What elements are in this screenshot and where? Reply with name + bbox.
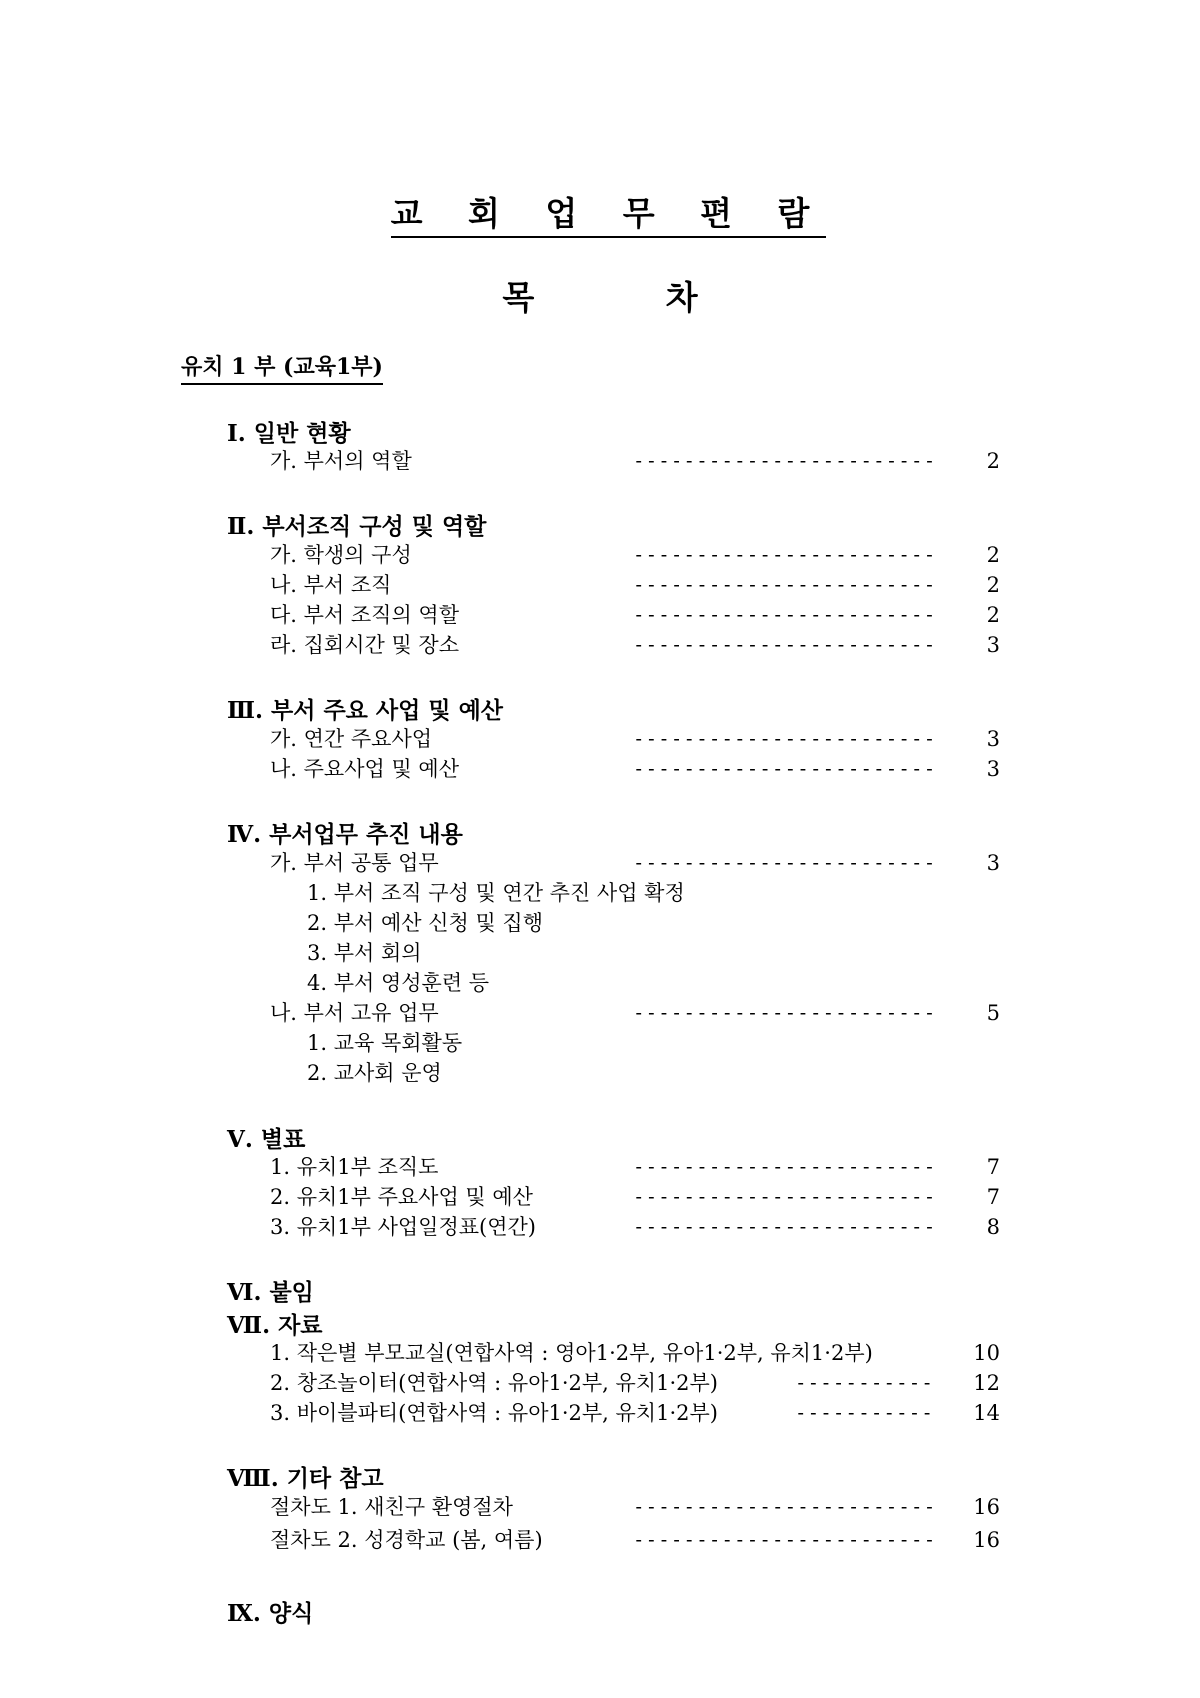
toc-entry: 가. 연간 주요사업 (270, 727, 433, 751)
dot-leader: ------------------------ (633, 728, 937, 750)
page-number: 16 (973, 1528, 1000, 1552)
page-number: 2 (986, 449, 1000, 473)
toc-heading: 목 차 (502, 278, 758, 317)
toc-entry: 2. 유치1부 주요사업 및 예산 (270, 1185, 533, 1209)
page-number: 2 (986, 543, 1000, 567)
toc-entry: 가. 학생의 구성 (270, 543, 412, 567)
toc-entry: 절차도 1. 새친구 환영절차 (270, 1495, 513, 1519)
toc-entry: 절차도 2. 성경학교 (봄, 여름) (270, 1528, 543, 1552)
dot-leader: ------------------------ (633, 1216, 937, 1238)
page-number: 12 (973, 1371, 1000, 1395)
page-number: 16 (973, 1495, 1000, 1519)
page-number: 14 (973, 1401, 1000, 1425)
dot-leader: ------------------------ (633, 758, 937, 780)
dot-leader: ------------------------ (633, 1156, 937, 1178)
part-heading: 유치 1 부 (교육1부) (181, 350, 383, 381)
dot-leader: ------------------------ (633, 1496, 937, 1518)
toc-entry: 가. 부서 공통 업무 (270, 851, 439, 875)
page-number: 3 (986, 851, 1000, 875)
page-number: 5 (986, 1001, 1000, 1025)
toc-subentry: 4. 부서 영성훈련 등 (307, 971, 490, 995)
section-heading: Ⅷ. 기타 참고 (227, 1465, 384, 1492)
toc-entry: 1. 유치1부 조직도 (270, 1155, 439, 1179)
section-heading: Ⅰ. 일반 현황 (227, 420, 351, 447)
page-number: 3 (986, 757, 1000, 781)
toc-entry: 다. 부서 조직의 역할 (270, 603, 459, 627)
toc-entry: 라. 집회시간 및 장소 (270, 633, 459, 657)
section-heading: Ⅴ. 별표 (227, 1126, 306, 1153)
section-heading: Ⅱ. 부서조직 구성 및 역할 (227, 513, 487, 540)
toc-entry: 나. 부서 고유 업무 (270, 1001, 439, 1025)
document-title: 교 회 업 무 편 람 (0, 188, 1200, 235)
dot-leader: ------------------------ (633, 604, 937, 626)
dot-leader: ------------------------ (633, 634, 937, 656)
dot-leader: ------------------------ (633, 852, 937, 874)
toc-subentry: 2. 교사회 운영 (307, 1061, 442, 1085)
dot-leader: ------------------------ (633, 1002, 937, 1024)
toc-entry: 나. 부서 조직 (270, 573, 392, 597)
page-number: 7 (986, 1185, 1000, 1209)
page-number: 3 (986, 633, 1000, 657)
toc-entry: 3. 바이블파티(연합사역 : 유아1·2부, 유치1·2부) (270, 1401, 718, 1425)
dot-leader: ------------------------ (633, 1529, 937, 1551)
section-heading: Ⅲ. 부서 주요 사업 및 예산 (227, 697, 504, 724)
dot-leader: ------------------------ (633, 1186, 937, 1208)
toc-subentry: 3. 부서 회의 (307, 941, 422, 965)
dot-leader: ----------- (795, 1372, 935, 1394)
section-heading: Ⅳ. 부서업무 추진 내용 (227, 821, 463, 848)
toc-subentry: 1. 교육 목회활동 (307, 1031, 463, 1055)
toc-subentry: 2. 부서 예산 신청 및 집행 (307, 911, 543, 935)
page-number: 3 (986, 727, 1000, 751)
page-number: 10 (973, 1341, 1000, 1365)
dot-leader: ------------------------ (633, 450, 937, 472)
dot-leader: ------------------------ (633, 574, 937, 596)
toc-entry: 2. 창조놀이터(연합사역 : 유아1·2부, 유치1·2부) (270, 1371, 718, 1395)
toc-entry: 나. 주요사업 및 예산 (270, 757, 459, 781)
page-number: 2 (986, 603, 1000, 627)
dot-leader: ------------------------ (633, 544, 937, 566)
section-heading: Ⅸ. 양식 (227, 1600, 314, 1627)
toc-entry: 가. 부서의 역할 (270, 449, 412, 473)
page-number: 8 (986, 1215, 1000, 1239)
section-heading: Ⅵ. 붙임 (227, 1279, 314, 1306)
toc-entry: 3. 유치1부 사업일정표(연간) (270, 1215, 536, 1239)
page-number: 2 (986, 573, 1000, 597)
toc-entry: 1. 작은별 부모교실(연합사역 : 영아1·2부, 유아1·2부, 유치1·2부) (270, 1341, 873, 1365)
section-heading: Ⅶ. 자료 (227, 1312, 323, 1339)
dot-leader: ----------- (795, 1402, 935, 1424)
page-number: 7 (986, 1155, 1000, 1179)
toc-subentry: 1. 부서 조직 구성 및 연간 추진 사업 확정 (307, 881, 685, 905)
